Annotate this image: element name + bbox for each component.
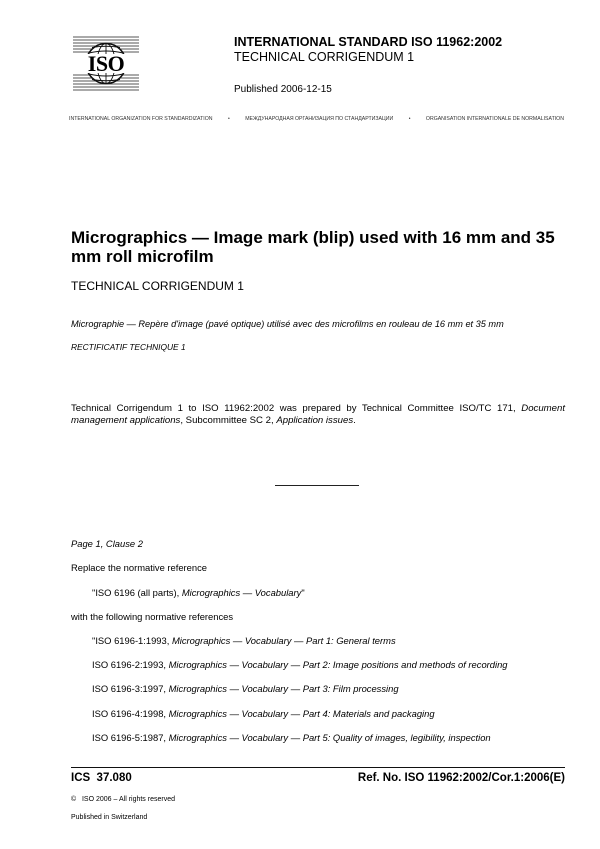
org-english: INTERNATIONAL ORGANIZATION FOR STANDARDIZATION [69, 116, 213, 122]
reference-number: ISO 6196-3:1997, [92, 683, 169, 694]
old-reference [92, 587, 305, 598]
old-reference-prefix: "ISO 6196 (all parts), [92, 587, 182, 598]
committee-name: Document management applications [71, 403, 565, 426]
reference-title: Micrographics — Vocabulary — Part 1: General terms [171, 635, 396, 646]
footer-rule [71, 767, 565, 768]
old-reference-title: Micrographics — Vocabulary [181, 587, 302, 598]
foreword-text: . [353, 415, 356, 426]
foreword-paragraph [71, 403, 565, 427]
new-reference [92, 708, 435, 719]
reference-number: ISO 6196-2:1993, [92, 659, 169, 670]
new-reference [92, 659, 508, 670]
reference-number-footer: Ref. No. ISO 11962:2002/Cor.1:2006(E) [357, 772, 565, 784]
ics-code: ICS 37.080 [71, 772, 132, 784]
bullet-separator: • [408, 116, 411, 122]
foreword-text: , Subcommittee SC 2, [180, 415, 277, 426]
standard-title: INTERNATIONAL STANDARD ISO 11962:2002 [234, 35, 503, 49]
svg-text:ISO: ISO [87, 51, 125, 76]
foreword-text: Technical Corrigendum 1 to ISO 11962:2002 was prepared by Technical Committee ISO/TC 171, [71, 403, 522, 414]
instruction-with: with the following normative references [71, 611, 234, 622]
clause-location-text: Page 1, Clause 2 [71, 538, 143, 549]
new-reference [92, 683, 399, 694]
old-reference-suffix: " [301, 587, 305, 598]
reference-title: Micrographics — Vocabulary — Part 2: Image positions and methods of recording [168, 659, 508, 670]
reference-number: ISO 6196-5:1987, [92, 732, 169, 743]
subcommittee-name: Application issues [276, 415, 354, 426]
technical-corrigendum-label: TECHNICAL CORRIGENDUM 1 [71, 279, 244, 293]
reference-title: Micrographics — Vocabulary — Part 5: Quality of images, legibility, inspection [168, 732, 491, 743]
copyright-notice: © ISO 2006 – All rights reserved [71, 796, 175, 803]
document-title: Micrographics — Image mark (blip) used with 16 mm and 35 mm roll microfilm [71, 228, 555, 266]
org-russian: МЕЖДУНАРОДНАЯ ОРГАНИЗАЦИЯ ПО СТАНДАРТИЗАЦИИ [245, 116, 394, 122]
section-separator [275, 485, 359, 486]
corrigendum-label: TECHNICAL CORRIGENDUM 1 [234, 50, 415, 64]
french-corrigendum-label: RECTIFICATIF TECHNIQUE 1 [71, 342, 186, 352]
new-reference [92, 635, 396, 646]
reference-title: Micrographics — Vocabulary — Part 3: Film processing [168, 683, 399, 694]
reference-number: "ISO 6196-1:1993, [92, 635, 172, 646]
clause-location [71, 538, 143, 549]
organizations-line [69, 116, 564, 122]
reference-title: Micrographics — Vocabulary — Part 4: Materials and packaging [168, 708, 435, 719]
org-french: ORGANISATION INTERNATIONALE DE NORMALISATION [425, 116, 564, 122]
bullet-separator: • [227, 116, 230, 122]
published-date: Published 2006-12-15 [234, 84, 332, 95]
iso-logo [73, 35, 139, 92]
new-reference [92, 732, 491, 743]
instruction-replace: Replace the normative reference [71, 562, 208, 573]
reference-number: ISO 6196-4:1998, [92, 708, 169, 719]
french-title: Micrographie — Repère d'image (pavé optique) utilisé avec des microfilms en rouleau de 16 mm et 35 mm [71, 319, 504, 329]
published-in: Published in Switzerland [71, 814, 148, 821]
